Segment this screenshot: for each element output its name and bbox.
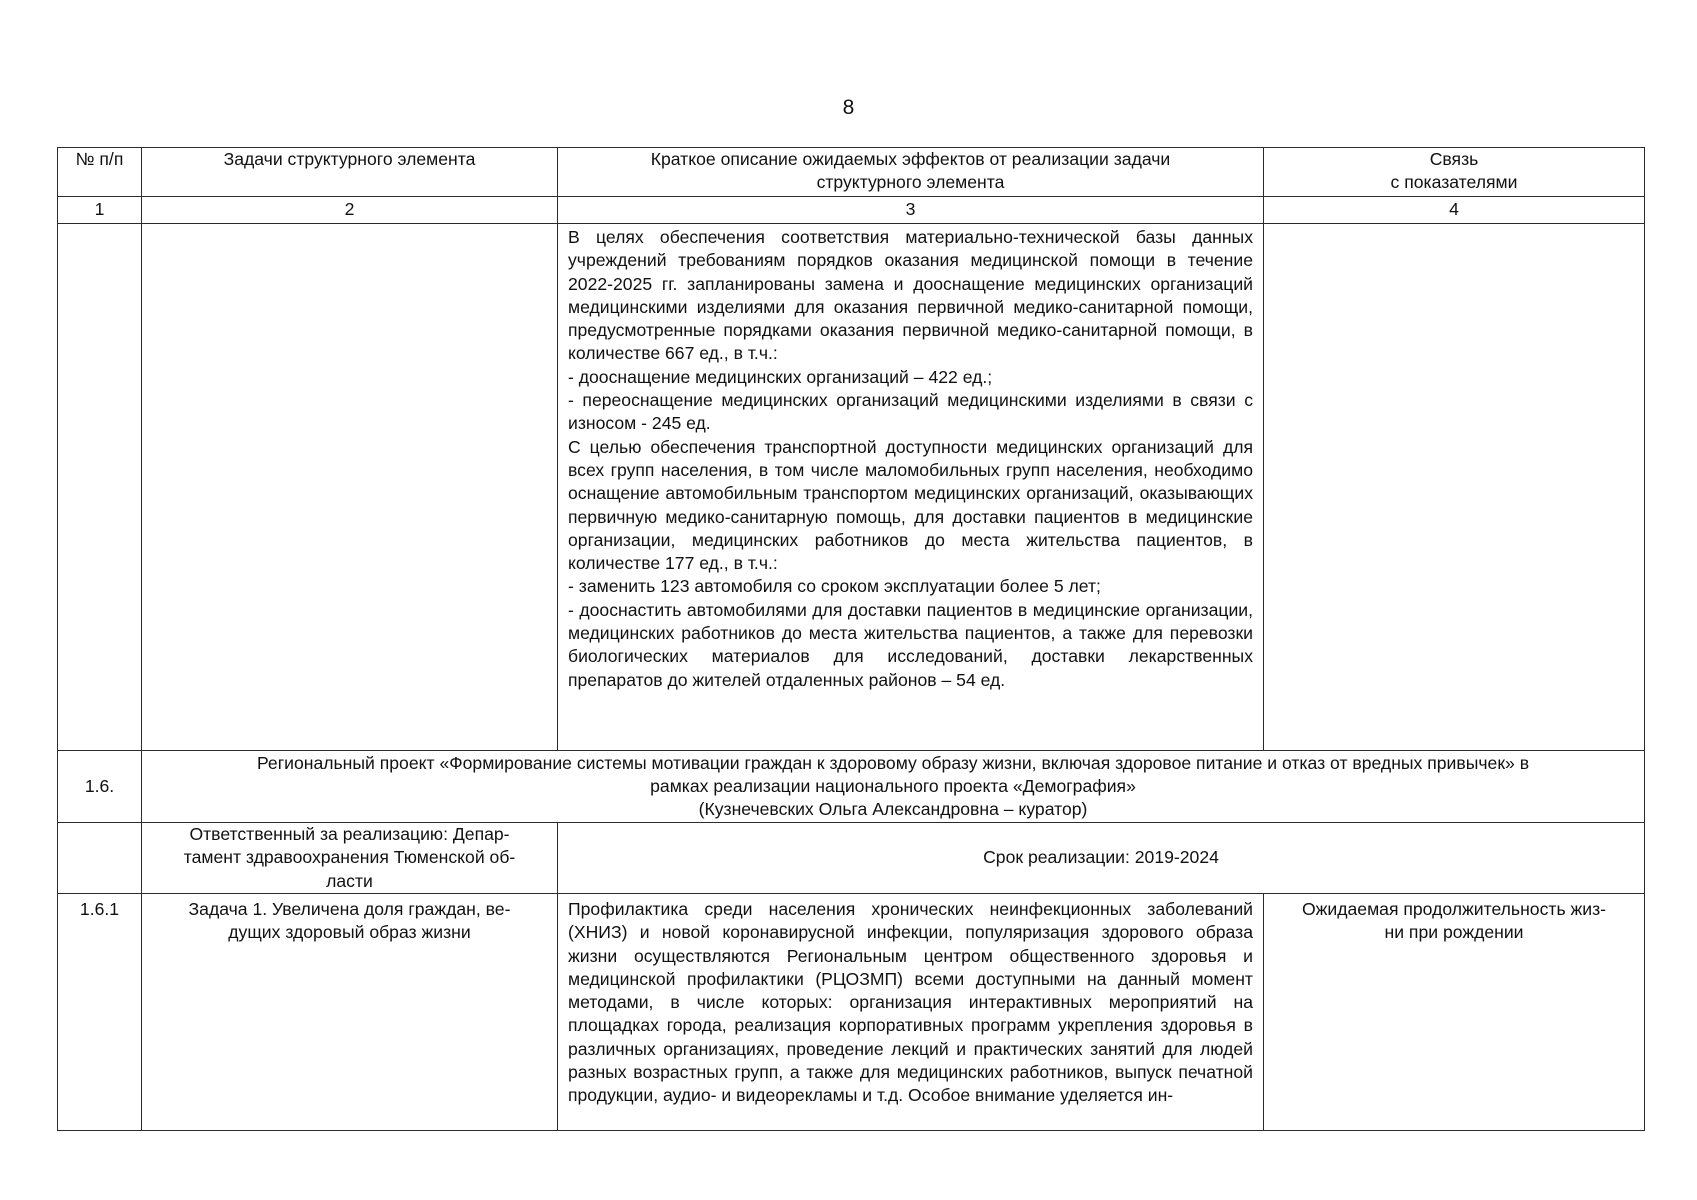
- description-paragraph: В целях обеспечения соответствия материально-технической базы данных учреждений требованиям порядков оказания медицинской помощи в течение 2022-2025 гг. запланированы замена и дооснащение медицинских организаций медицинскими изделиями для оказания первичной медико-санитарной помощи, предусмотренные порядками оказания первичной медико-санитарной помощи, в количестве 667 ед., в т.ч.:: [568, 227, 1253, 364]
- responsible-line3: ласти: [326, 870, 373, 891]
- header-description-line1: Краткое описание ожидаемых эффектов от реализации задачи: [650, 149, 1171, 169]
- header-tasks: Задачи структурного элемента: [142, 148, 558, 197]
- responsible-number-cell: [58, 823, 142, 894]
- task-description-text: Профилактика среди населения хронических неинфекционных заболеваний (ХНИЗ) и новой коронавирусной инфекции, популяризация здорового образа жизни осуществляются Региональным центром общественного здоровья и медицинской профилактики (РЦОЗМП) всеми доступными на данный момент методами, в числе которых: организация интерактивных мероприятий на площадках города, реализация корпоративных программ укрепления здоровья в различных организациях, проведение лекций и практических занятий для людей разных возрастных групп, а также для медицинских работников, выпуск печатной продукции, аудио- и видеорекламы и т.д. Особое внимание уделяется ин-: [568, 899, 1253, 1106]
- project-title-line1: Региональный проект «Формирование системы мотивации граждан к здоровому образу жизни, включая здоровое питание и отказ от вредных привычек» в: [256, 752, 1530, 773]
- project-number: 1.6.: [58, 751, 142, 823]
- column-number: 1: [58, 197, 142, 224]
- task-indicator-line1: Ожидаемая продолжительность жиз-: [1301, 899, 1607, 919]
- description-paragraph: С целью обеспечения транспортной доступности медицинских организаций для всех групп населения, в том числе маломобильных групп населения, необходимо оснащение автомобильным транспортом медицинских организаций, оказывающих первичную медико-санитарную помощь, для доставки пациентов в медицинские организации, медицинских работников до места жительства пациентов, в количестве 177 ед., в т.ч.:: [568, 436, 1253, 574]
- project-title-line3: (Кузнечевских Ольга Александровна – куратор): [698, 799, 1088, 820]
- responsible-line1: Ответственный за реализацию: Депар-: [189, 824, 510, 845]
- task-row: [58, 894, 1645, 1131]
- project-row: [58, 751, 1645, 823]
- task-indicator-line2: ни при рождении: [1384, 922, 1524, 943]
- task-indicator: [1264, 894, 1645, 1131]
- table-header-row: [58, 148, 1645, 197]
- header-description: [558, 148, 1264, 197]
- responsible-line2: тамент здравоохранения Тюменской об-: [183, 847, 516, 868]
- description-paragraph: - дооснащение медицинских организаций – 422 ед.;: [568, 366, 993, 387]
- task-title-line2: дущих здоровый образ жизни: [228, 922, 471, 943]
- page-number: 8: [842, 96, 855, 119]
- description-paragraph: - дооснастить автомобилями для доставки пациентов в медицинские организации, медицинских работников до места жительства пациентов, а также для перевозки биологических материалов для исследований, доставки лекарственных препаратов до жителей отдаленных районов – 54 ед.: [568, 599, 1253, 690]
- responsible-row: [58, 823, 1645, 894]
- structural-elements-table: [57, 147, 1645, 1131]
- responsible-department: [142, 823, 558, 894]
- task-number: 1.6.1: [58, 894, 142, 1131]
- project-title-line2: рамках реализации национального проекта «Демография»: [650, 775, 1136, 796]
- project-title: [142, 751, 1645, 823]
- continuation-description-cell: [558, 224, 1264, 751]
- header-indicators-line2: с показателями: [1390, 172, 1518, 193]
- continuation-number-cell: [58, 224, 142, 751]
- header-number: № п/п: [58, 148, 142, 197]
- task-title-line1: Задача 1. Увеличена доля граждан, ве-: [188, 899, 511, 919]
- task-description: [558, 894, 1264, 1131]
- continuation-row: [58, 224, 1645, 751]
- continuation-indicator-cell: [1264, 224, 1645, 751]
- header-indicators-line1: Связь: [1429, 149, 1479, 169]
- column-number: 4: [1264, 197, 1645, 224]
- continuation-task-cell: [142, 224, 558, 751]
- task-title: [142, 894, 558, 1131]
- description-paragraph: - заменить 123 автомобиля со сроком эксплуатации более 5 лет;: [568, 576, 1101, 597]
- column-number: 2: [142, 197, 558, 224]
- header-description-line2: структурного элемента: [816, 172, 1005, 193]
- header-indicators: [1264, 148, 1645, 197]
- implementation-term: Срок реализации: 2019-2024: [558, 823, 1645, 894]
- column-number: 3: [558, 197, 1264, 224]
- column-number-row: [58, 197, 1645, 224]
- description-paragraph: - переоснащение медицинских организаций медицинскими изделиями в связи с износом - 245 ед.: [568, 390, 1253, 434]
